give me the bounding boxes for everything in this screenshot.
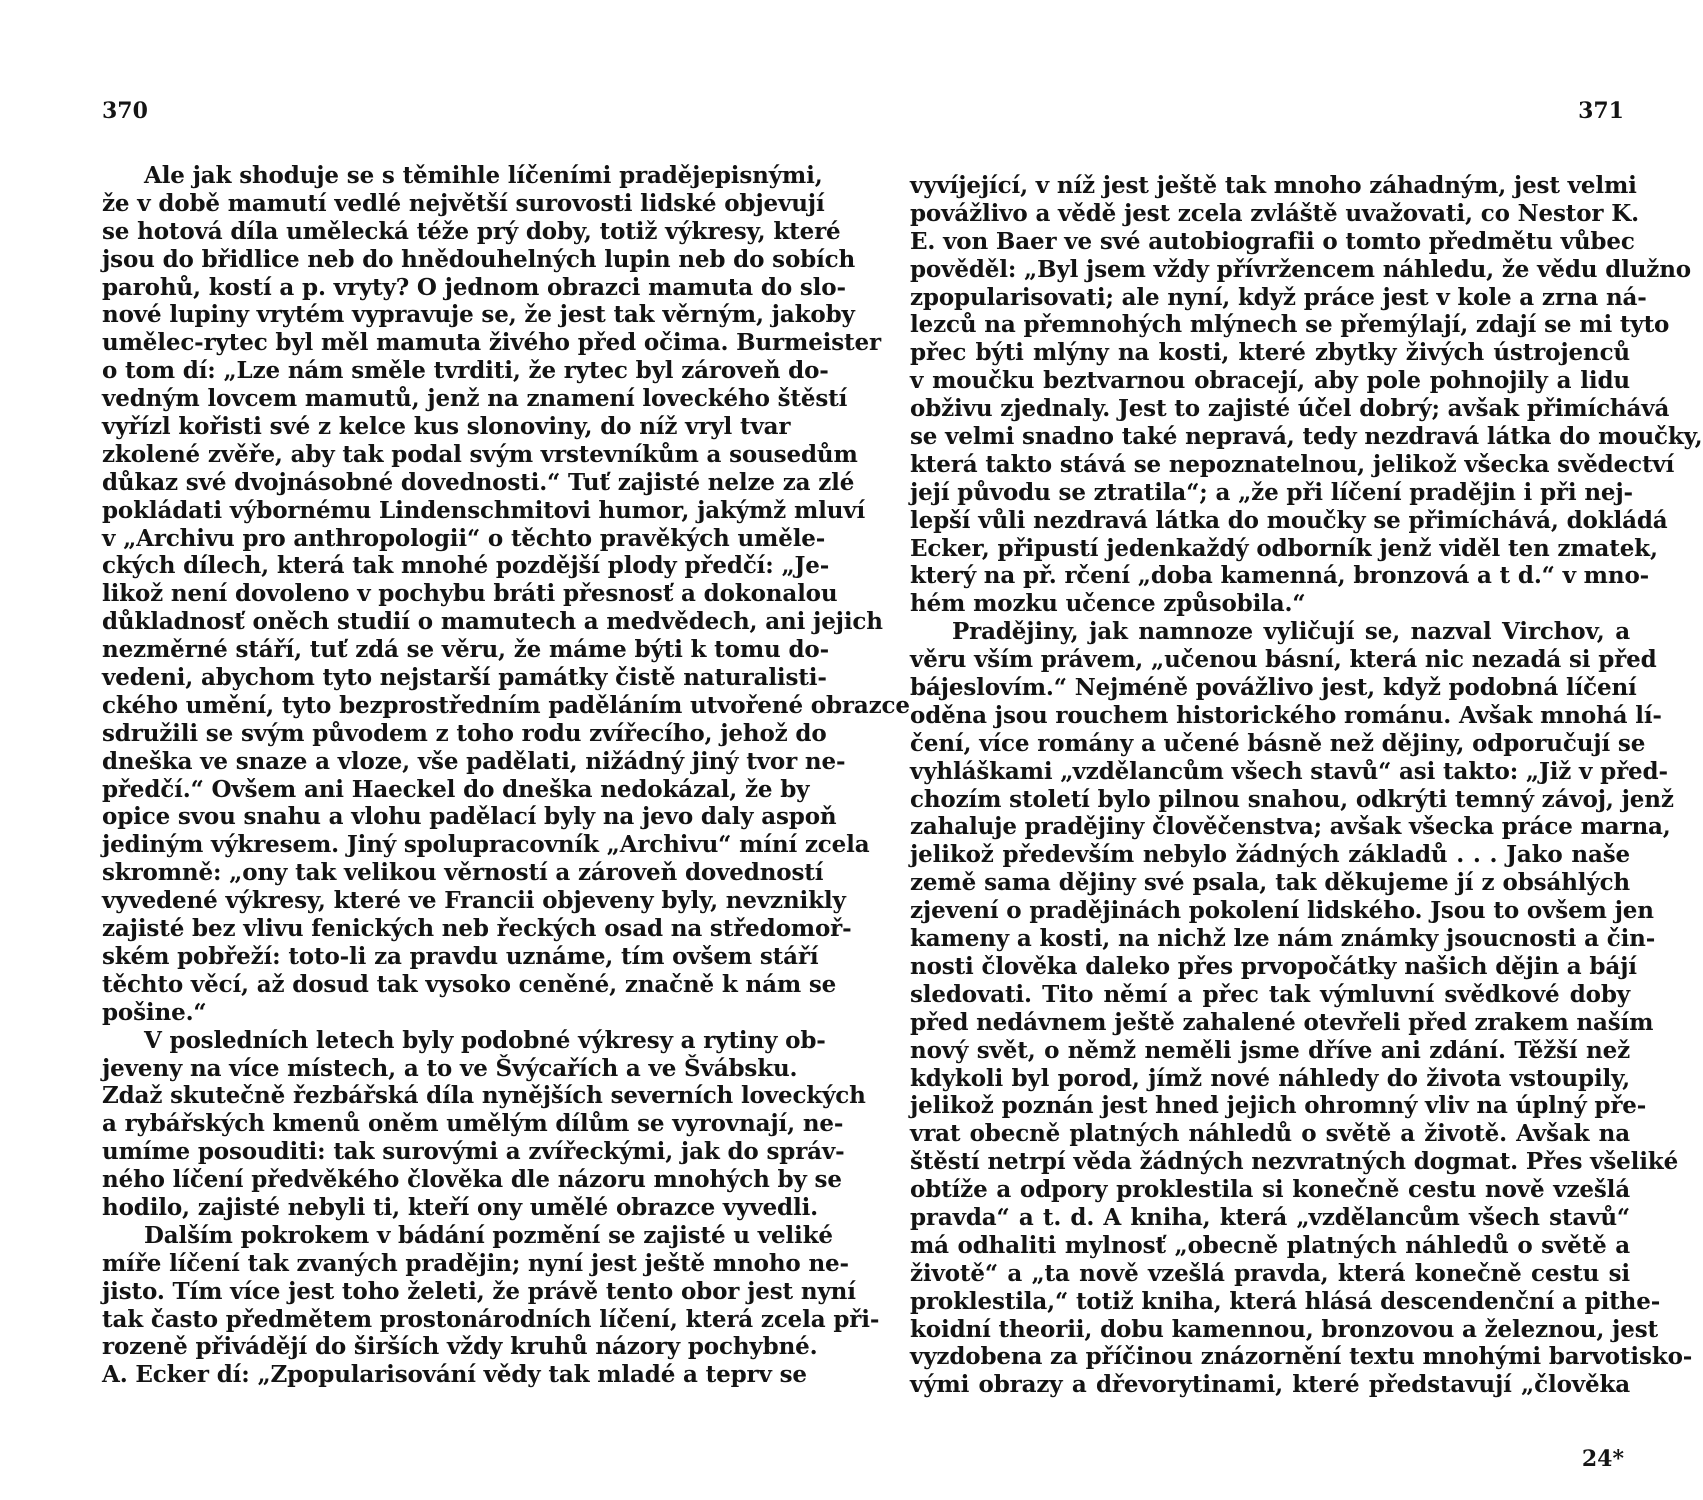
- text-line: Zdaž skutečně řezbářská díla nynějších severních loveckých: [102, 1082, 866, 1110]
- text-line: A. Ecker dí: „Zpopularisování vědy tak mladé a teprv se: [102, 1361, 807, 1389]
- right-page: [842, 0, 1703, 1500]
- text-line: ckého umění, tyto bezprostředním paděláním utvořené obrazce: [102, 691, 910, 719]
- text-line: ného líčení předvěkého člověka dle názoru mnohých by se: [102, 1166, 842, 1194]
- text-line: vyřízl kořisti své z kelce kus slonoviny, do níž vryl tvar: [102, 413, 791, 441]
- text-line: Ecker, připustí jedenkaždý odborník jenž viděl ten zmatek,: [910, 534, 1658, 562]
- text-line: chozím století bylo pilnou snahou, odkrýti temný závoj, jenž: [910, 785, 1674, 813]
- text-line: parohů, kostí a p. vryty? O jednom obrazci mamuta do slo-: [102, 273, 846, 301]
- text-line: věru vším právem, „učenou básní, která nic nezadá si před: [910, 646, 1657, 674]
- text-line: který na př. rčení „doba kamenná, bronzová a t d.“ v mno-: [910, 562, 1650, 590]
- text-line: těchto věcí, až dosud tak vysoko ceněné, značně k nám se: [102, 970, 837, 998]
- text-line: obživu zjednaly. Jest to zajisté účel dobrý; avšak přimíchává: [910, 395, 1670, 423]
- text-line: Dalším pokrokem v bádání pozmění se zajisté u veliké: [144, 1221, 833, 1249]
- text-line: vyvedené výkresy, které ve Francii objeveny byly, nevznikly: [102, 887, 846, 915]
- text-line: pravda“ a t. d. A kniha, která „vzdělancům všech stavů“: [910, 1203, 1630, 1231]
- text-line: jsou do břidlice neb do hnědouhelných lupin neb do sobích: [102, 245, 856, 273]
- text-line: lepší vůli nezdravá látka do moučky se přimíchává, dokládá: [910, 506, 1668, 534]
- text-line: jediným výkresem. Jiný spolupracovník „Archivu“ míní zcela: [102, 831, 870, 859]
- text-line: štěstí netrpí věda žádných nezvratných dogmat. Přes všeliké: [910, 1148, 1679, 1176]
- text-line: kdykoli byl porod, jímž nové náhledy do života vstoupily,: [910, 1064, 1630, 1092]
- text-line: pověděl: „Byl jsem vždy přívržencem náhledu, že vědu dlužno: [910, 255, 1691, 283]
- text-line: jelikož poznán jest hned jejich ohromný vliv na úplný pře-: [910, 1092, 1647, 1120]
- text-line: bájeslovím.“ Nejméně povážlivo jest, když podobná líčení: [910, 674, 1637, 702]
- text-line: zkolené zvěře, aby tak podal svým vrstevníkům a sousedům: [102, 440, 858, 468]
- text-line: vrat obecně platných náhledů o světě a životě. Avšak na: [910, 1120, 1630, 1148]
- text-line: vyzdobena za příčinou znázornění textu mnohými barvotisko-: [910, 1343, 1693, 1371]
- text-line: opice svou snahu a vlohu padělací byly na jevo daly aspoň: [102, 803, 837, 831]
- text-line: zahaluje pradějiny člověčenstva; avšak všecka práce marna,: [910, 813, 1671, 841]
- text-line: kameny a kosti, na nichž lze nám známky jsoucnosti a čin-: [910, 925, 1656, 953]
- text-line: vedným lovcem mamutů, jenž na znamení loveckého štěstí: [102, 385, 848, 413]
- text-line: zjevení o pradějinách pokolení lidského. Jsou to ovšem jen: [910, 897, 1654, 925]
- left-page-text: [102, 162, 910, 1389]
- text-line: sdružili se svým původem z toho rodu zvířecího, jehož do: [102, 719, 827, 747]
- text-line: zpopularisovati; ale nyní, když práce jest v kole a zrna ná-: [910, 283, 1647, 311]
- text-line: vými obrazy a dřevorytinami, které představují „člověka: [910, 1371, 1630, 1399]
- text-line: v „Archivu pro anthropologii“ o těchto pravěkých uměle-: [102, 524, 826, 552]
- text-line: Ale jak shoduje se s těmihle líčeními pradějepisnými,: [144, 162, 823, 189]
- text-line: důkaz své dvojnásobné dovednosti.“ Tuť zajisté nelze za zlé: [102, 468, 855, 496]
- text-line: má odhaliti mylnosť „obecně platných náhledů o světě a: [910, 1231, 1630, 1259]
- text-line: čení, více romány a učené básně než dějiny, odporučují se: [910, 729, 1646, 757]
- text-line: umělec-rytec byl měl mamuta živého před očima. Burmeister: [102, 329, 881, 357]
- text-line: země sama dějiny své psala, tak děkujeme jí z obsáhlých: [910, 869, 1630, 897]
- page-number-left: 370: [102, 98, 148, 124]
- text-line: obtíže a odpory proklestila si konečně cestu nově vzešlá: [910, 1176, 1630, 1204]
- text-line: vyhláškami „vzdělancům všech stavů“ asi takto: „Již v před-: [910, 757, 1668, 785]
- text-line: V posledních letech byly podobné výkresy a rytiny ob-: [144, 1026, 826, 1054]
- text-line: nové lupiny vrytém vypravuje se, že jest tak věrným, jakoby: [102, 301, 855, 329]
- right-page-text: [910, 172, 1703, 1399]
- signature-mark: 24*: [1581, 1446, 1624, 1472]
- text-line: E. von Baer ve své autobiografii o tomto předmětu vůbec: [910, 227, 1635, 255]
- text-line: ském pobřeží: toto-li za pravdu uznáme, tím ovšem stáří: [102, 942, 819, 970]
- text-line: nosti člověka daleko přes prvopočátky našich dějin a bájí: [910, 952, 1637, 980]
- text-line: předčí.“ Ovšem ani Haeckel do dneška nedokázal, že by: [102, 775, 810, 803]
- text-line: tak často předmětem prostonárodních líčení, která zcela při-: [102, 1305, 880, 1333]
- text-line: lezců na přemnohých mlýnech se přemýlají, zdají se mi tyto: [910, 311, 1670, 339]
- text-line: rozeně přivádějí do širších vždy kruhů názory pochybné.: [102, 1333, 818, 1361]
- text-line: dneška ve snaze a vloze, vše padělati, nižádný jiný tvor ne-: [102, 747, 846, 775]
- text-line: důkladnosť oněch studií o mamutech a medvědech, ani jejich: [102, 608, 883, 636]
- text-line: hodilo, zajisté nebyli ti, kteří ony umělé obrazce vyvedli.: [102, 1193, 819, 1221]
- text-line: životě“ a „ta nově vzešlá pravda, která konečně cestu si: [910, 1259, 1630, 1287]
- text-line: se velmi snadno také nepravá, tedy nezdravá látka do moučky,: [910, 423, 1703, 451]
- text-line: hém mozku učence způsobila.“: [910, 590, 1306, 618]
- text-line: jisto. Tím více jest toho želeti, že právě tento obor jest nyní: [102, 1277, 856, 1305]
- text-line: likož není dovoleno v pochybu bráti přesnosť a dokonalou: [102, 580, 838, 608]
- text-line: jeveny na více místech, a to ve Švýcařích a ve Švábsku.: [102, 1054, 798, 1082]
- text-line: a rybářských kmenů oněm umělým dílům se vyrovnají, ne-: [102, 1110, 844, 1138]
- text-line: koidní theorii, dobu kamennou, bronzovou a železnou, jest: [910, 1315, 1658, 1343]
- text-line: nový svět, o němž neměli jsme dříve ani zdání. Těžší než: [910, 1036, 1630, 1064]
- text-line: jelikož především nebylo žádných základů . . . Jako naše: [910, 841, 1630, 869]
- text-line: přec býti mlýny na kosti, které zbytky živých ústrojenců: [910, 339, 1630, 367]
- text-line: oděna jsou rouchem historického románu. Avšak mnohá lí-: [910, 701, 1662, 729]
- text-line: vedeni, abychom tyto nejstarší památky čistě naturalisti-: [102, 664, 827, 692]
- text-line: pošine.“: [102, 998, 207, 1026]
- text-line: skromně: „ony tak velikou věrností a zároveň dovedností: [102, 859, 824, 887]
- text-line: pokládati výbornému Lindenschmitovi humor, jakýmž mluví: [102, 496, 866, 524]
- text-line: která takto stává se nepoznatelnou, jelikož všecka svědectví: [910, 450, 1675, 478]
- text-line: v moučku beztvarnou obracejí, aby pole pohnojily a lidu: [910, 367, 1630, 395]
- text-line: zajisté bez vlivu fenických neb řeckých osad na středomoř-: [102, 915, 852, 943]
- text-line: Pradějiny, jak namnoze vyličují se, nazval Virchov, a: [952, 618, 1630, 646]
- text-line: povážlivo a vědě jest zcela zvláště uvažovati, co Nestor K.: [910, 199, 1639, 227]
- text-line: se hotová díla umělecká téže prý doby, totiž výkresy, které: [102, 217, 841, 245]
- text-line: umíme posouditi: tak surovými a zvířeckými, jak do správ-: [102, 1138, 845, 1166]
- text-line: o tom dí: „Lze nám směle tvrditi, že rytec byl zároveň do-: [102, 357, 829, 385]
- text-line: nezměrné stáří, tuť zdá se věru, že máme býti k tomu do-: [102, 636, 829, 664]
- page-number-right: 371: [1578, 98, 1624, 124]
- text-line: její původu se ztratila“; a „že při líčení pradějin i při nej-: [910, 478, 1633, 506]
- text-line: ckých dílech, která tak mnohé pozdější plody předčí: „Je-: [102, 552, 830, 580]
- text-line: vyvíjející, v níž jest ještě tak mnoho záhadným, jest velmi: [910, 172, 1637, 199]
- text-line: proklestila,“ totiž kniha, která hlásá descendenční a pithe-: [910, 1287, 1661, 1315]
- text-line: že v době mamutí vedlé největší surovosti lidské objevují: [102, 189, 825, 217]
- text-line: před nedávnem ještě zahalené otevřeli před zrakem naším: [910, 1008, 1654, 1036]
- text-line: sledovati. Tito němí a přec tak výmluvní svědkové doby: [910, 980, 1630, 1008]
- text-line: míře líčení tak zvaných pradějin; nyní jest ještě mnoho ne-: [102, 1249, 849, 1277]
